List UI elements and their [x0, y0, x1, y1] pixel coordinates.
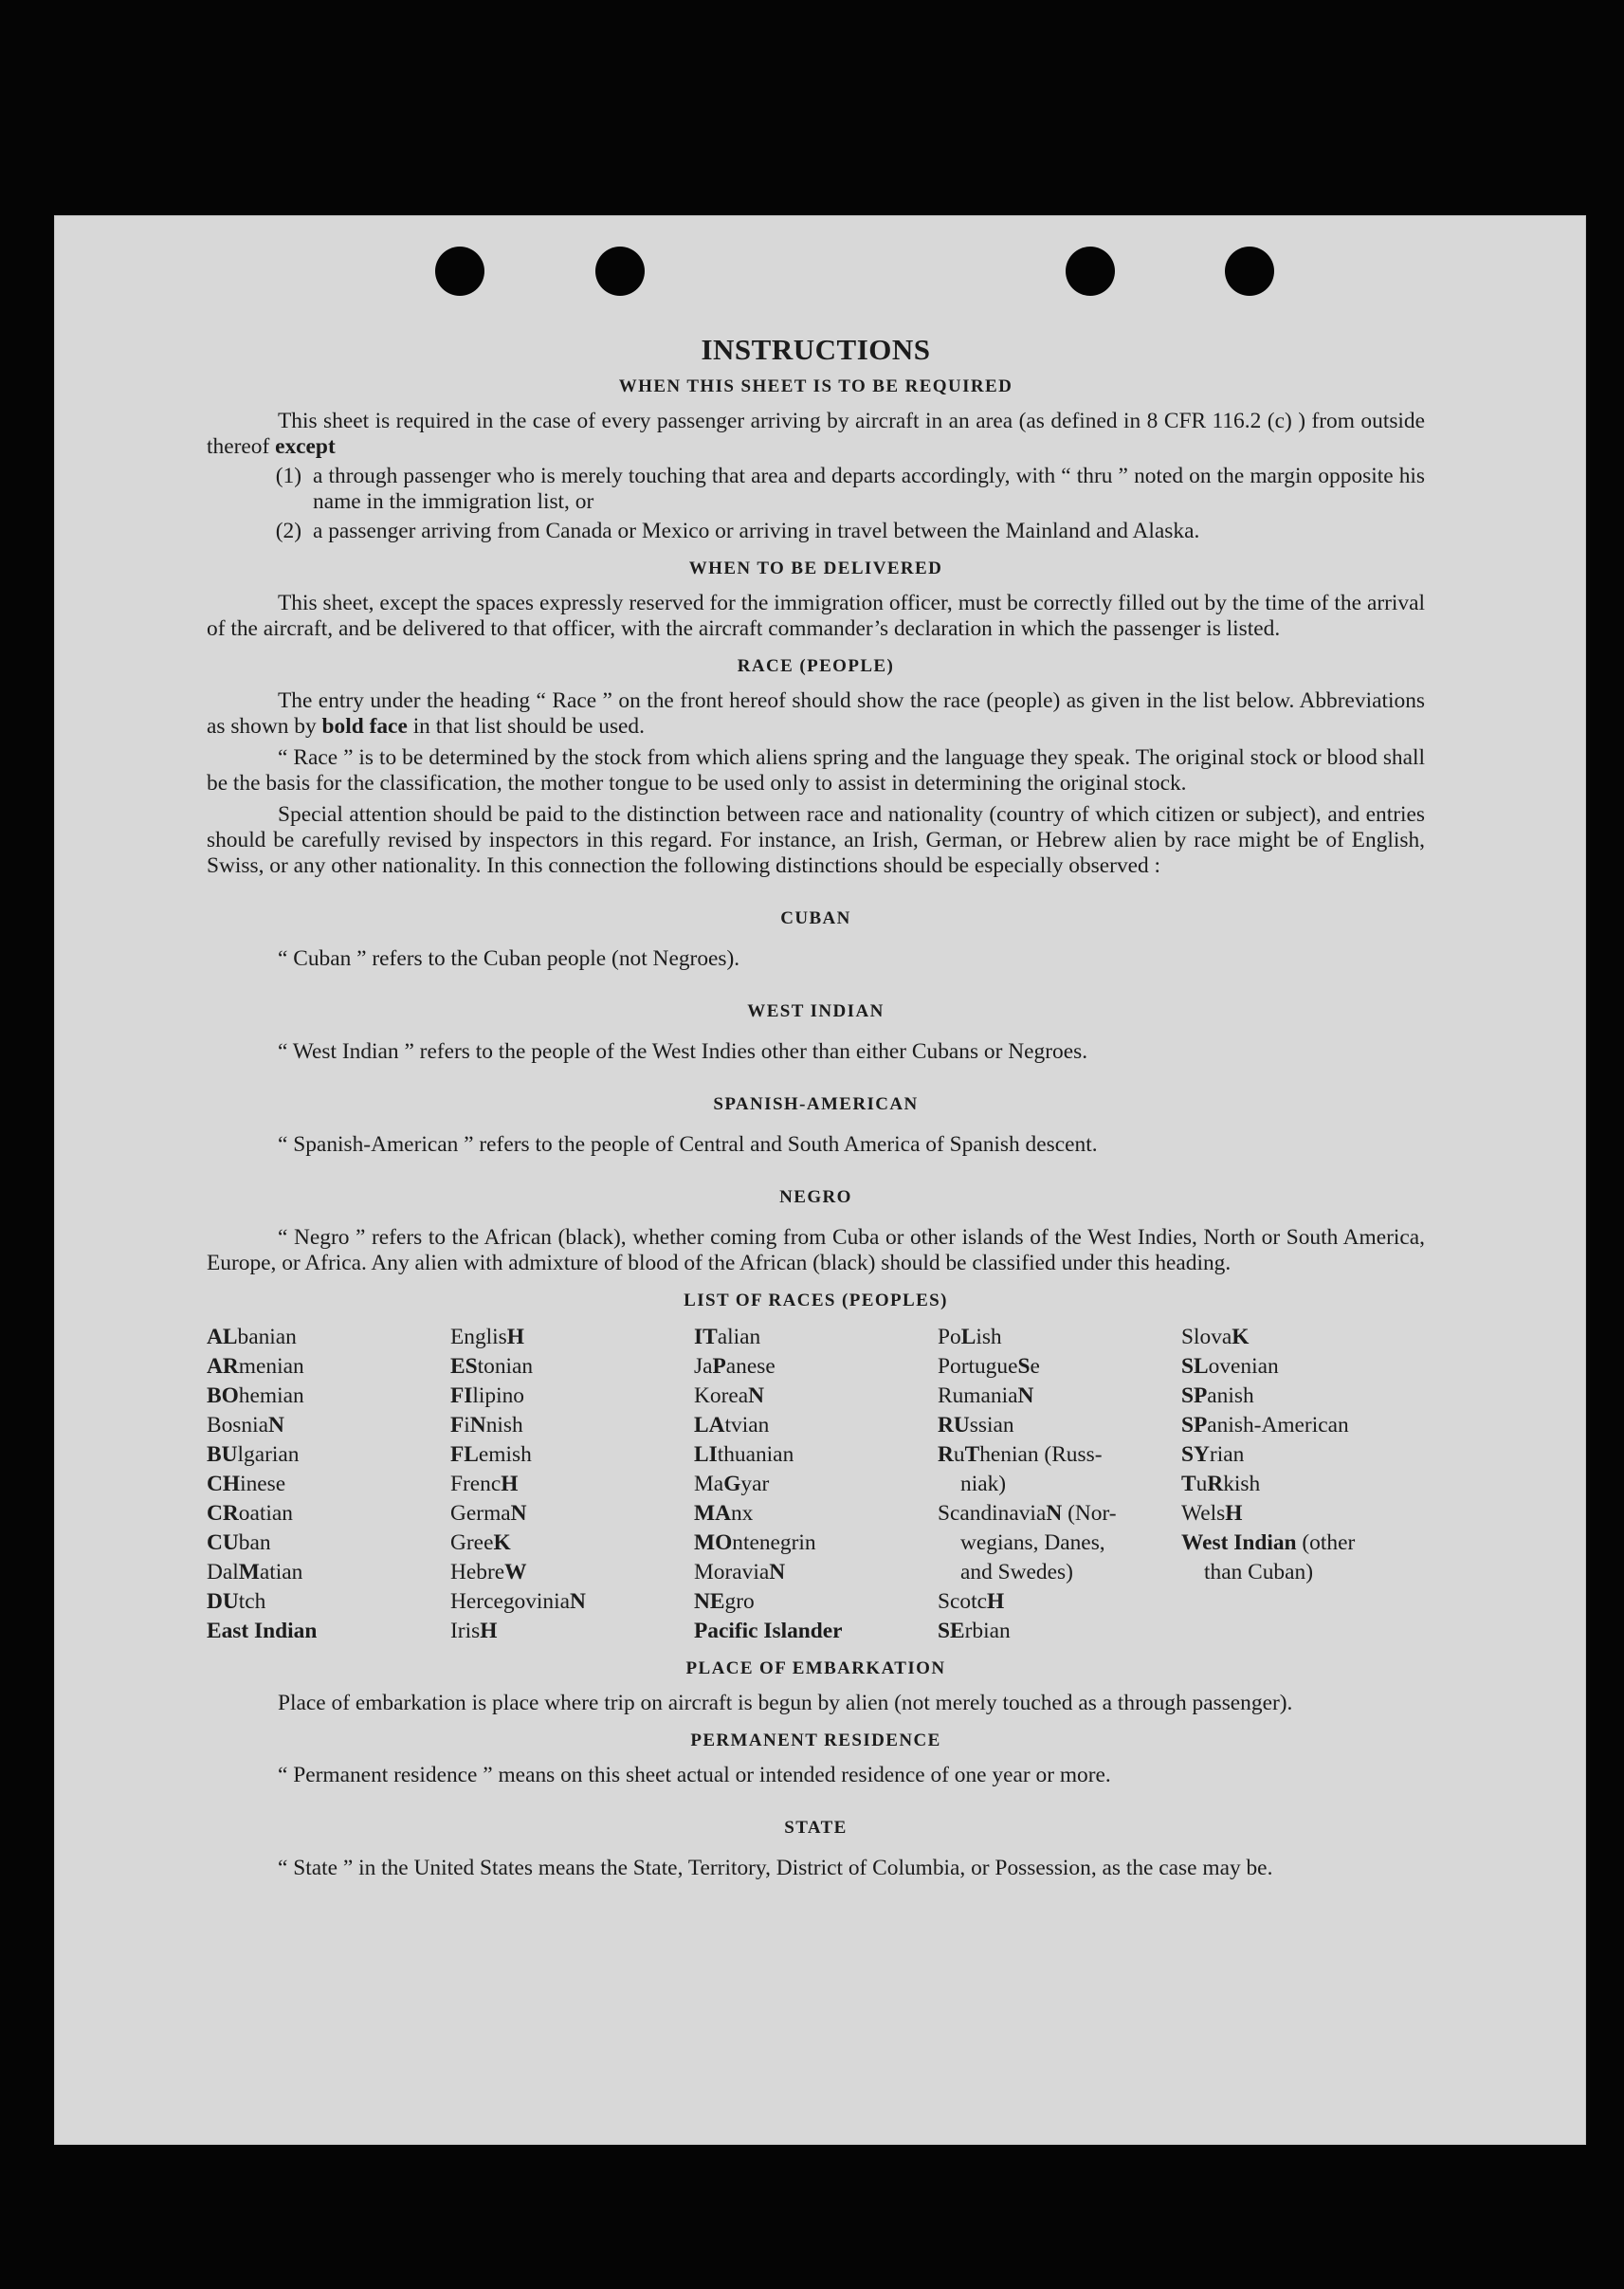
- races-column: [938, 1323, 1181, 1646]
- race-entry: EStonian: [450, 1354, 534, 1379]
- section-heading-race: RACE (PEOPLE): [737, 656, 895, 676]
- race-entry: West Indian (other: [1181, 1530, 1356, 1555]
- punch-hole: [1225, 247, 1274, 296]
- page-title: INSTRUCTIONS: [701, 333, 931, 366]
- cuban-text: “ Cuban ” refers to the Cuban people (not Negroes).: [278, 946, 740, 971]
- race-entry: GermaN: [450, 1501, 527, 1526]
- race-entry: and Swedes): [960, 1560, 1073, 1584]
- race-entry: SlovaK: [1181, 1325, 1250, 1349]
- race-entry: CHinese: [207, 1472, 286, 1496]
- section-heading-negro: NEGRO: [779, 1187, 852, 1207]
- race-entry: EnglisH: [450, 1325, 524, 1349]
- race-entry: ScotcH: [938, 1589, 1005, 1614]
- section-heading-cuban: CUBAN: [780, 908, 851, 928]
- race-entry: DalMatian: [207, 1560, 303, 1584]
- race-entry: BOhemian: [207, 1383, 304, 1408]
- required-item: (2) a passenger arriving from Canada or Mexico or arriving in travel between the Mainland and Alaska.: [275, 519, 1200, 543]
- section-heading-delivered: WHEN TO BE DELIVERED: [688, 559, 943, 578]
- race-entry: NEgro: [694, 1589, 755, 1614]
- state-text: “ State ” in the United States means the State, Territory, District of Columbia, or Possession, as the case may be.: [278, 1856, 1273, 1880]
- race-entry: DUtch: [207, 1589, 266, 1614]
- residence-text: “ Permanent residence ” means on this sheet actual or intended residence of one year or more.: [278, 1763, 1111, 1787]
- section-heading-required: WHEN THIS SHEET IS TO BE REQUIRED: [618, 376, 1013, 396]
- race-entry: FIlipino: [450, 1383, 524, 1408]
- race-entry: MaGyar: [694, 1472, 770, 1496]
- race-paragraph: The entry under the heading “ Race ” on the front hereof should show the race (people) as given in the list below. Abbreviations as shown by bold face in that list should be used.: [207, 688, 1425, 739]
- delivered-text: This sheet, except the spaces expressly reserved for the immigration officer, must be correctly filled out by the time of the arrival of the aircraft, and be delivered to that officer, with the aircraft commander’s declaration in which the passenger is listed.: [207, 591, 1425, 641]
- required-intro: This sheet is required in the case of every passenger arriving by aircraft in an area (as defined in 8 CFR 116.2 (c) ) from outside thereof except: [207, 409, 1425, 459]
- race-entry: TuRkish: [1181, 1472, 1261, 1496]
- race-entry: LAtvian: [694, 1413, 770, 1437]
- races-list: [207, 1323, 1425, 1646]
- race-entry: PoLish: [938, 1325, 1002, 1349]
- west-indian-text: “ West Indian ” refers to the people of the West Indies other than either Cubans or Negroes.: [278, 1039, 1088, 1064]
- races-column: [207, 1323, 450, 1646]
- race-entry: SYrian: [1181, 1442, 1245, 1467]
- race-paragraph: “ Race ” is to be determined by the stock from which aliens spring and the language they speak. The original stock or blood shall be the basis for the classification, the mother tongue to be used only to assist in determining the original stock.: [207, 745, 1425, 796]
- race-entry: FLemish: [450, 1442, 532, 1467]
- race-entry: GreeK: [450, 1530, 511, 1555]
- race-entry: niak): [960, 1472, 1007, 1496]
- race-entry: BosniaN: [207, 1413, 284, 1437]
- spanish-american-text: “ Spanish-American ” refers to the people of Central and South America of Spanish descent.: [278, 1132, 1098, 1157]
- section-heading-spanish-american: SPANISH-AMERICAN: [713, 1094, 919, 1114]
- race-entry: CUban: [207, 1530, 271, 1555]
- race-entry: MOntenegrin: [694, 1530, 816, 1555]
- race-entry: wegians, Danes,: [960, 1530, 1105, 1555]
- race-entry: Pacific Islander: [694, 1619, 843, 1643]
- race-entry: BUlgarian: [207, 1442, 300, 1467]
- section-heading-residence: PERMANENT RESIDENCE: [690, 1730, 941, 1750]
- race-entry: KoreaN: [694, 1383, 765, 1408]
- race-entry: JaPanese: [694, 1354, 776, 1379]
- race-entry: CRoatian: [207, 1501, 293, 1526]
- race-entry: FiNnish: [450, 1413, 523, 1437]
- races-column: [1181, 1323, 1425, 1646]
- required-item: (1) a through passenger who is merely touching that area and departs accordingly, with “ thru ” noted on the margin opposite his name in the immigration list, or: [275, 464, 1425, 514]
- race-entry: LIthuanian: [694, 1442, 794, 1467]
- instructions-content: [207, 333, 1425, 1881]
- punch-hole: [595, 247, 645, 296]
- race-entry: SPanish-American: [1181, 1413, 1349, 1437]
- race-entry: than Cuban): [1204, 1560, 1313, 1584]
- race-entry: WelsH: [1181, 1501, 1243, 1526]
- race-entry: IrisH: [450, 1619, 498, 1643]
- race-entry: HebreW: [450, 1560, 527, 1584]
- races-column: [450, 1323, 694, 1646]
- section-heading-west-indian: WEST INDIAN: [747, 1001, 885, 1021]
- race-entry: HercegoviniaN: [450, 1589, 586, 1614]
- races-column: [694, 1323, 938, 1646]
- race-entry: SLovenian: [1181, 1354, 1279, 1379]
- race-entry: FrencH: [450, 1472, 519, 1496]
- race-paragraph: Special attention should be paid to the distinction between race and nationality (country of which citizen or subject), and entries should be carefully revised by inspectors in this regard. For instance, an Irish, German, or Hebrew alien by race might be of English, Swiss, or any other nationality. In this connection the following distinctions should be especially observed :: [207, 802, 1425, 878]
- race-entry: RuThenian (Russ-: [938, 1442, 1103, 1467]
- race-entry: ALbanian: [207, 1325, 297, 1349]
- section-heading-races-list: LIST OF RACES (PEOPLES): [684, 1291, 948, 1310]
- race-entry: SPanish: [1181, 1383, 1254, 1408]
- punch-hole: [435, 247, 484, 296]
- section-heading-embarkation: PLACE OF EMBARKATION: [685, 1658, 946, 1678]
- negro-text: “ Negro ” refers to the African (black), whether coming from Cuba or other islands of the West Indies, North or South America, Europe, or Africa. Any alien with admixture of blood of the African (black) should be classified under this heading.: [207, 1225, 1425, 1275]
- race-entry: SErbian: [938, 1619, 1011, 1643]
- embarkation-text: Place of embarkation is place where trip on aircraft is begun by alien (not merely touched as a through passenger).: [278, 1691, 1293, 1715]
- punch-hole: [1066, 247, 1115, 296]
- section-heading-state: STATE: [784, 1818, 848, 1838]
- race-entry: ARmenian: [207, 1354, 304, 1379]
- race-entry: MoraviaN: [694, 1560, 786, 1584]
- race-entry: East Indian: [207, 1619, 318, 1643]
- race-entry: ITalian: [694, 1325, 761, 1349]
- race-entry: RUssian: [938, 1413, 1014, 1437]
- race-entry: RumaniaN: [938, 1383, 1034, 1408]
- race-entry: ScandinaviaN (Nor-: [938, 1501, 1117, 1526]
- race-entry: MAnx: [694, 1501, 754, 1526]
- race-entry: PortugueSe: [938, 1354, 1040, 1379]
